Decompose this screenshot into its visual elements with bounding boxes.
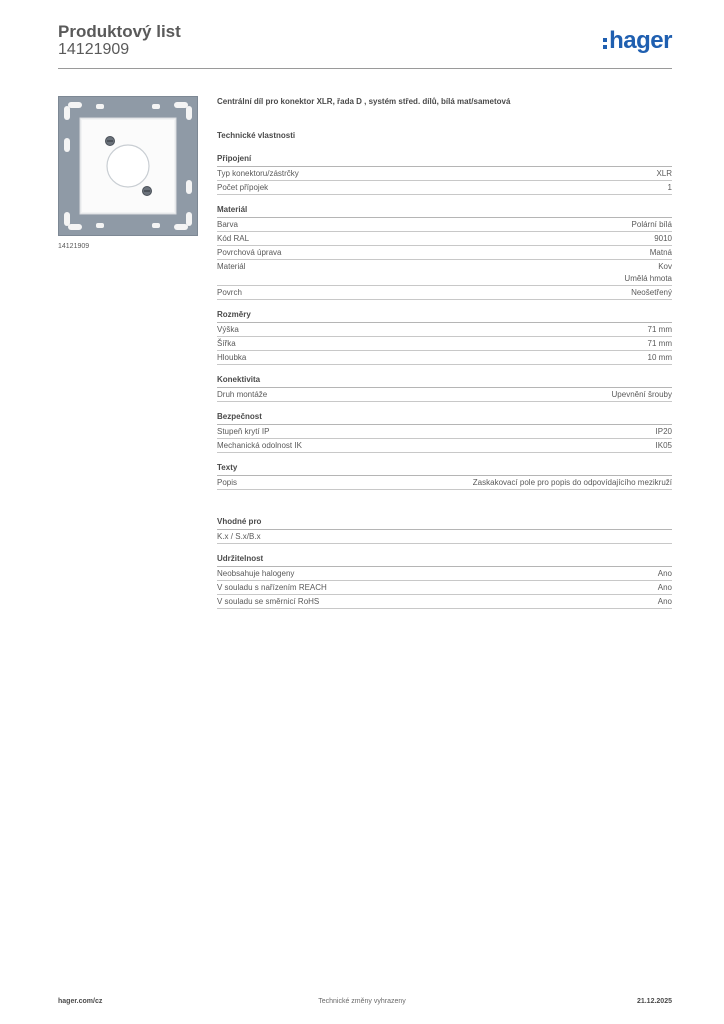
spec-value-line: 9010 xyxy=(654,234,672,243)
spec-value-line: Zaskakovací pole pro popis do odpovídajícího mezikruží xyxy=(472,478,672,487)
footer-website[interactable]: hager.com/cz xyxy=(58,998,103,1005)
spec-value-line: Ano xyxy=(657,583,672,592)
spec-sections xyxy=(217,153,672,609)
spec-value-line: IP20 xyxy=(655,427,672,436)
spec-label: Typ konektoru/zástrčky xyxy=(217,169,299,178)
spec-section xyxy=(217,309,672,365)
spec-row xyxy=(217,351,672,365)
spec-section xyxy=(217,374,672,402)
section-title: Texty xyxy=(217,462,672,476)
spec-label: Popis xyxy=(217,478,238,487)
section-title: Bezpečnost xyxy=(217,411,672,425)
spec-value xyxy=(656,440,672,452)
spec-value-line: Polární bílá xyxy=(631,220,672,229)
header-divider xyxy=(58,68,672,69)
spec-row xyxy=(217,388,672,402)
hager-logo[interactable] xyxy=(603,28,672,54)
spec-label: Počet přípojek xyxy=(217,183,269,192)
spec-value xyxy=(668,182,672,194)
product-details xyxy=(217,96,672,609)
spec-section xyxy=(217,153,672,195)
spec-value-line: Umělá hmota xyxy=(624,274,672,283)
spec-value xyxy=(654,233,672,245)
spec-row xyxy=(217,425,672,439)
spec-value xyxy=(656,168,672,180)
logo-text: hager xyxy=(609,27,672,54)
section-title: Udržitelnost xyxy=(217,553,672,567)
spec-value xyxy=(658,596,672,608)
spec-row xyxy=(217,476,672,490)
section-title: Materiál xyxy=(217,204,672,218)
spec-value xyxy=(658,568,672,580)
spec-value-line: XLR xyxy=(656,169,672,178)
spec-row xyxy=(217,439,672,453)
spec-row xyxy=(217,167,672,181)
spec-value xyxy=(648,352,672,364)
spec-row xyxy=(217,595,672,609)
spec-label: Povrch xyxy=(217,288,242,297)
logo-dots-icon xyxy=(603,38,607,49)
spec-value-line: 71 mm xyxy=(647,325,672,334)
page-header xyxy=(58,22,672,70)
spec-label: K.x / S.x/B.x xyxy=(217,532,261,541)
doc-title: Produktový list xyxy=(58,22,181,41)
spec-value-line: Matná xyxy=(649,248,672,257)
spec-label: Druh montáže xyxy=(217,390,268,399)
spec-section xyxy=(217,553,672,609)
section-title: Vhodné pro xyxy=(217,516,672,530)
spec-value xyxy=(658,582,672,594)
spec-label: Materiál xyxy=(217,262,246,271)
spec-value xyxy=(612,389,672,401)
spec-row xyxy=(217,530,672,544)
spec-label: Neobsahuje halogeny xyxy=(217,569,295,578)
doc-number: 14121909 xyxy=(58,41,130,58)
spec-value xyxy=(656,426,672,438)
spec-value-line: Ano xyxy=(657,569,672,578)
spec-value-line: Ano xyxy=(657,597,672,606)
spec-value-line: 71 mm xyxy=(647,339,672,348)
spec-label: Výška xyxy=(217,325,239,334)
spec-section xyxy=(217,516,672,544)
product-description: Centrální díl pro konektor XLR, řada D , systém střed. dílů, bílá mat/sametová xyxy=(217,97,511,106)
spec-value xyxy=(473,477,672,489)
spec-value-line: Upevnění šrouby xyxy=(611,390,672,399)
spec-value-line: Neošetřený xyxy=(631,288,672,297)
spec-value-line: Kov xyxy=(658,262,672,271)
spec-label: V souladu se směrnicí RoHS xyxy=(217,597,320,606)
spec-value-line: IK05 xyxy=(655,441,672,450)
spec-row xyxy=(217,337,672,351)
spec-row xyxy=(217,218,672,232)
technical-properties-title: Technické vlastnosti xyxy=(217,131,296,140)
spec-value xyxy=(624,261,672,285)
product-photo-icon xyxy=(58,96,198,236)
spec-value xyxy=(631,287,672,299)
spec-row xyxy=(217,567,672,581)
spec-value xyxy=(648,324,672,336)
spec-row xyxy=(217,232,672,246)
spec-value xyxy=(648,338,672,350)
spec-row xyxy=(217,286,672,300)
spec-value-line: 1 xyxy=(667,183,672,192)
spec-row xyxy=(217,246,672,260)
product-image xyxy=(58,96,198,236)
spec-label: Hloubka xyxy=(217,353,247,362)
spec-section xyxy=(217,462,672,490)
spec-value xyxy=(632,219,672,231)
spec-value-line: 10 mm xyxy=(647,353,672,362)
section-title: Konektivita xyxy=(217,374,672,388)
footer-date: 21.12.2025 xyxy=(636,998,672,1005)
spec-value xyxy=(650,247,672,259)
spec-label: V souladu s nařízením REACH xyxy=(217,583,327,592)
spec-label: Barva xyxy=(217,220,238,229)
image-caption: 14121909 xyxy=(58,243,90,250)
spec-section xyxy=(217,204,672,300)
spec-label: Kód RAL xyxy=(217,234,250,243)
spec-row xyxy=(217,323,672,337)
section-title: Připojení xyxy=(217,153,672,167)
footer-disclaimer: Technické změny vyhrazeny xyxy=(318,998,406,1005)
spec-label: Mechanická odolnost IK xyxy=(217,441,302,450)
spec-label: Šířka xyxy=(217,339,236,348)
section-title: Rozměry xyxy=(217,309,672,323)
spec-row xyxy=(217,581,672,595)
spec-row xyxy=(217,181,672,195)
spec-label: Povrchová úprava xyxy=(217,248,282,257)
spec-section xyxy=(217,411,672,453)
spec-label: Stupeň krytí IP xyxy=(217,427,270,436)
spec-row xyxy=(217,260,672,286)
